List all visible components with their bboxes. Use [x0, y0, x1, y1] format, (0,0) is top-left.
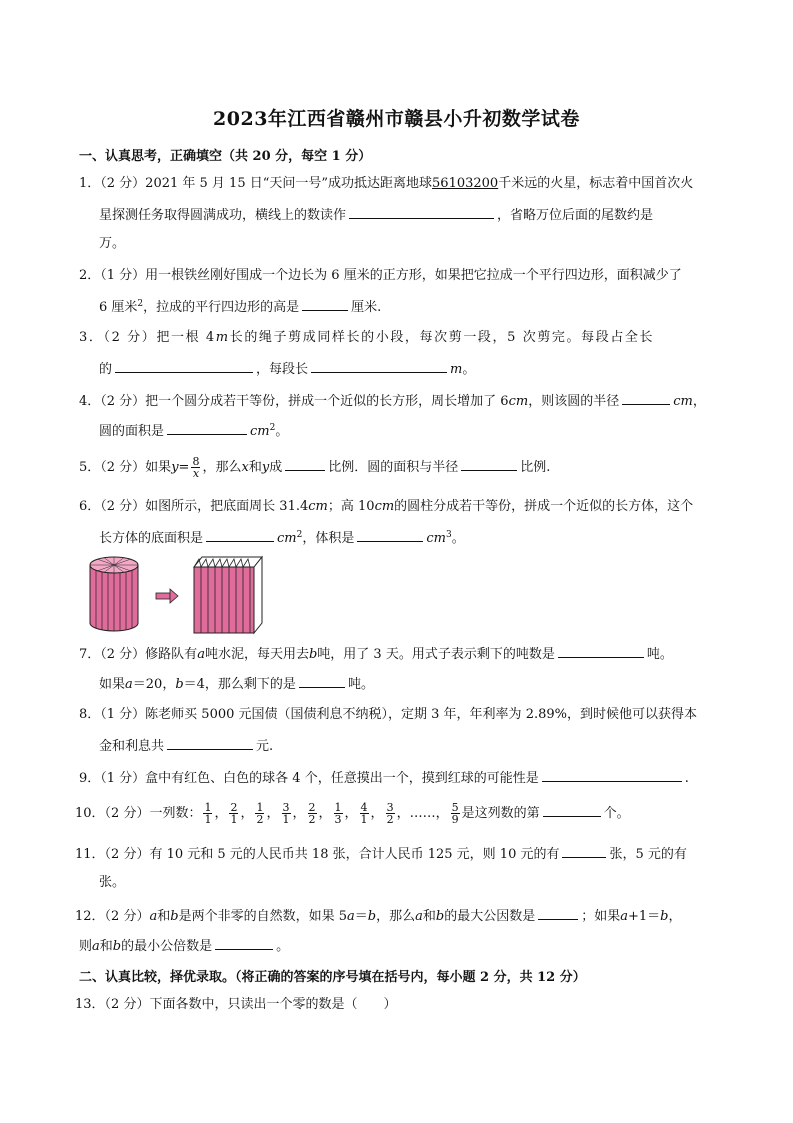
- q6-blank-1[interactable]: [206, 528, 274, 542]
- q13-line: 13．（2 分）下面各数中，只读出一个零的数是（ ）: [75, 997, 397, 1012]
- q4-line-2: 圆的面积是 $cm^2$。: [99, 423, 289, 439]
- fraction-numerator: 2: [230, 801, 238, 814]
- q4-line-1: 4．（2 分）把一个圆分成若干等份，拼成一个近似的长方形，周长增加了 6cm，则该圆的半径 cm，: [79, 391, 706, 411]
- q11-line-2: 张。: [99, 875, 126, 890]
- fraction-numerator: 1: [204, 801, 212, 814]
- sequence-separator: ，: [318, 806, 332, 821]
- fraction-denominator: 1: [282, 813, 290, 826]
- cuboid-illustration: [194, 557, 262, 633]
- q7-line-2: 如果a＝20，b＝4，那么剩下的是 吨。: [99, 674, 374, 694]
- sequence-separator: ，: [214, 806, 228, 821]
- page-title: 2023年江西省赣州市赣县小升初数学试卷: [213, 108, 580, 130]
- fraction-numerator: 3: [386, 801, 394, 814]
- q5-blank-1[interactable]: [285, 457, 325, 471]
- q2-blank[interactable]: [302, 297, 348, 311]
- fraction-denominator: 1: [360, 813, 368, 826]
- q3-line-2: 的 ，每段长 m。: [99, 359, 475, 379]
- q9-line: 9．（1 分）盒中有红色、白色的球各 4 个，任意摸出一个，摸到红球的可能性是 .: [79, 768, 689, 788]
- section-1-heading: 一、认真思考，正确填空（共 20 分，每空 1 分）: [79, 149, 372, 164]
- q2-line-1: 2．（1 分）用一根铁丝刚好围成一个边长为 6 厘米的正方形，如果把它拉成一个平行四边形，面积减少了: [79, 268, 682, 283]
- q6-line-1: 6．（2 分）如图所示，把底面周长 31.4cm；高 10cm的圆柱分成若干等份，拼成一个近似的长方体，这个: [79, 499, 694, 514]
- q7-blank-2[interactable]: [299, 674, 345, 688]
- q10-last-fraction: $\frac{5}{9}$: [451, 801, 459, 826]
- q1-number: 56103200: [432, 176, 499, 191]
- q10-blank[interactable]: [543, 803, 601, 817]
- q8-blank[interactable]: [167, 736, 253, 750]
- q8-line-2: 金和利息共 元.: [99, 736, 273, 756]
- q10-fraction: [229, 802, 238, 825]
- sequence-separator: ，: [370, 806, 384, 821]
- q6-blank-2[interactable]: [357, 528, 423, 542]
- q12-blank-2[interactable]: [215, 936, 273, 950]
- q12-line-2: 则a和b的最小公倍数是 。: [79, 936, 289, 956]
- fraction-denominator: 1: [230, 813, 238, 826]
- q10-fraction: [255, 802, 264, 825]
- q4-blank-1[interactable]: [622, 391, 670, 405]
- fraction-numerator: 2: [308, 801, 316, 814]
- q10-fraction: [203, 802, 212, 825]
- sequence-separator: ，: [344, 806, 358, 821]
- q7-blank-1[interactable]: [558, 644, 644, 658]
- fraction-denominator: 2: [308, 813, 316, 826]
- q5-fraction: $\frac{8}{x}$: [192, 455, 200, 480]
- q6-line-2: 长方体的底面积是 $cm^2$，体积是 $cm^3$。: [99, 530, 465, 546]
- q5-line: 5．（2 分）如果y= $\frac{8}{x}$ ，那么x和y成 比例．圆的面积与半径 比例.: [79, 455, 551, 480]
- fraction-denominator: 1: [204, 813, 212, 826]
- q10-fraction: [282, 802, 291, 825]
- q8-line-1: 8．（1 分）陈老师买 5000 元国债（国债利息不纳税），定期 3 年，年利率为 2.89%，到时候他可以获得本: [79, 707, 697, 722]
- fraction-numerator: 4: [360, 801, 368, 814]
- arrow-icon: [156, 589, 178, 603]
- q10-sequence: [201, 801, 410, 826]
- q5-blank-2[interactable]: [461, 457, 517, 471]
- q1-line-1: 1．（2 分）2021 年 5 月 15 日“天问一号”成功抵达距离地球56103200千米远的火星，标志着中国首次火: [79, 176, 694, 191]
- fraction-denominator: 2: [386, 813, 394, 826]
- q10-line: 10．（2 分）一列数： $\frac{1}{1}$ ， $\frac{2}{1}$ ， $\frac{1}{2}$ ， $\frac{3}{1}$ ， $\frac{2}{2}$ ， $\frac{1}{3}$ ， $\frac{4}{1}$ ， $\frac{3}{2}$ ，……， $\frac{5}{9}$ 是这列数的第 个。: [75, 801, 630, 826]
- section-2-heading: 二、认真比较，择优录取。（将正确的答案的序号填在括号内，每小题 2 分，共 12 分）: [79, 970, 586, 985]
- fraction-numerator: 1: [334, 801, 342, 814]
- q12-line-1: 12．（2 分）a和b是两个非零的自然数，如果 5a＝b，那么a和b的最大公因数是 ；如果a+1＝b，: [75, 906, 682, 926]
- fraction-numerator: 1: [256, 801, 264, 814]
- q1-line-2: 星探测任务取得圆满成功，横线上的数读作 ，省略万位后面的尾数约是: [99, 205, 653, 225]
- sequence-separator: ，: [292, 806, 306, 821]
- q10-fraction: [308, 802, 317, 825]
- sequence-separator: ，: [396, 806, 410, 821]
- q11-line-1: 11．（2 分）有 10 元和 5 元的人民币共 18 张，合计人民币 125 元，则 10 元的有 张，5 元的有: [75, 844, 687, 864]
- q10-fraction: [360, 802, 369, 825]
- q3-line-1: 3．（2 分）把一根 4m长的绳子剪成同样长的小段，每次剪一段，5 次剪完。每段占全长: [79, 330, 655, 345]
- q10-fraction: [334, 802, 343, 825]
- q3-blank-2[interactable]: [311, 359, 447, 373]
- q12-blank-1[interactable]: [538, 906, 578, 920]
- q11-blank-1[interactable]: [562, 844, 606, 858]
- sequence-separator: ，: [240, 806, 254, 821]
- fraction-denominator: 2: [256, 813, 264, 826]
- q10-fraction: [386, 802, 395, 825]
- fraction-denominator: 3: [334, 813, 342, 826]
- q2-line-2: 6 厘米$^2$，拉成的平行四边形的高是 厘米.: [99, 299, 382, 315]
- q7-line-1: 7．（2 分）修路队有a吨水泥，每天用去b吨，用了 3 天。用式子表示剩下的吨数是 吨。: [79, 644, 673, 664]
- q3-blank-1[interactable]: [115, 359, 253, 373]
- sequence-separator: ，: [266, 806, 280, 821]
- fraction-numerator: 3: [282, 801, 290, 814]
- cylinder-to-cuboid-figure: [86, 553, 276, 637]
- q1-blank-1[interactable]: [349, 205, 494, 219]
- q1-line-3: 万。: [99, 236, 126, 251]
- q9-blank[interactable]: [542, 768, 682, 782]
- q4-blank-2[interactable]: [167, 421, 247, 435]
- cylinder-illustration: [90, 557, 138, 631]
